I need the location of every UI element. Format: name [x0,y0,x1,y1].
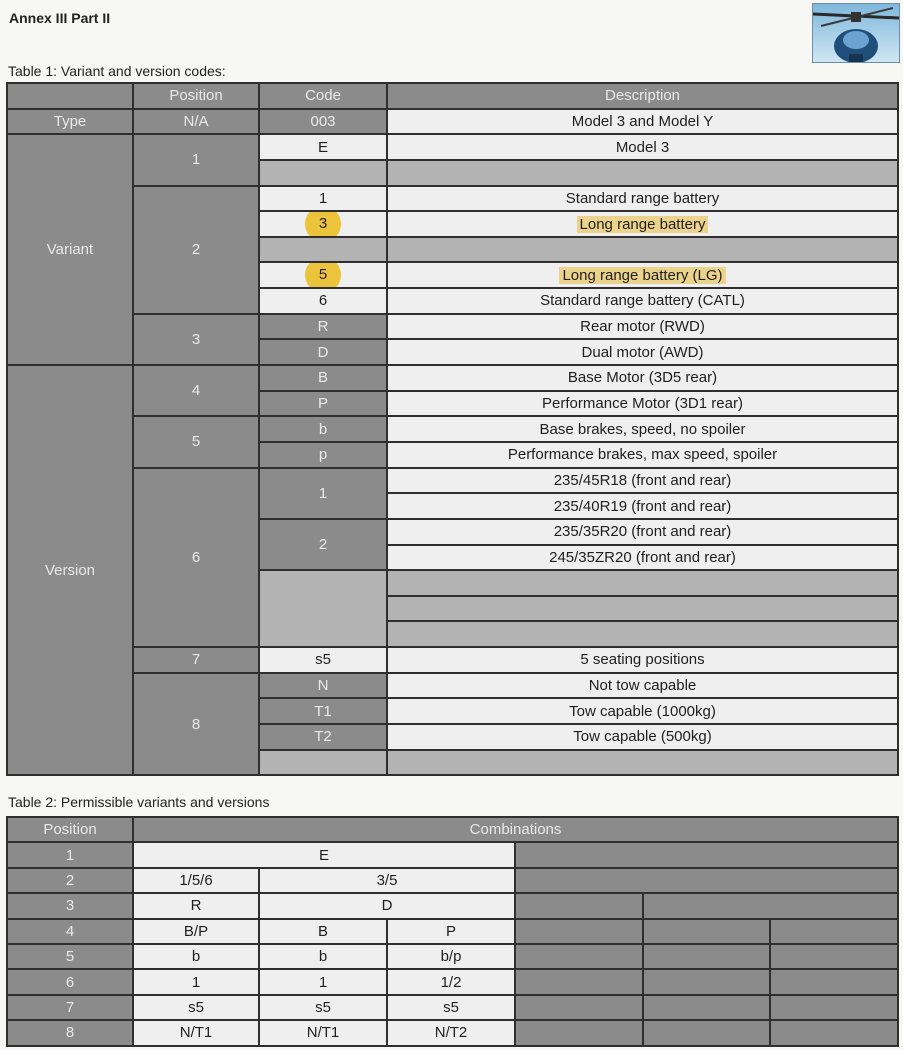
empty-cell [643,969,770,994]
combination-cell: P [387,919,515,944]
page-title: Annex III Part II [9,10,111,26]
header-cell: Position [7,817,133,842]
empty-cell [515,969,643,994]
highlight-marker: 3 [305,211,341,237]
table-row [7,1020,898,1045]
table-row [7,673,898,699]
table-row [7,868,898,893]
header-cell: Code [259,83,387,109]
empty-cell [515,893,643,918]
empty-cell [770,995,898,1020]
empty-cell [515,944,643,969]
table2-caption: Table 2: Permissible variants and versions [8,794,270,810]
position-cell: 2 [7,868,133,893]
empty-cell [643,1020,770,1045]
type-description: Model 3 and Model Y [387,109,898,135]
position-cell: 1 [133,134,259,185]
description-cell [387,237,898,263]
code-cell [259,262,387,288]
code-cell: 1 [259,186,387,212]
header-cell [7,83,133,109]
table-row [7,314,898,340]
description-cell: Tow capable (1000kg) [387,698,898,724]
table-header-row [7,83,898,109]
table-row [7,134,898,160]
combination-cell: s5 [133,995,259,1020]
code-cell: R [259,314,387,340]
combination-cell: B [259,919,387,944]
description-cell-empty [387,621,898,647]
description-cell: Model 3 [387,134,898,160]
position-cell: 8 [7,1020,133,1045]
code-cell: T2 [259,724,387,750]
combination-cell: b/p [387,944,515,969]
empty-cell [515,919,643,944]
empty-cell [643,919,770,944]
position-cell: 1 [7,842,133,867]
type-code: 003 [259,109,387,135]
table-row [7,842,898,867]
permissible-combinations-table [6,816,899,1047]
position-cell: 7 [7,995,133,1020]
description-cell: Tow capable (500kg) [387,724,898,750]
description-cell: Performance brakes, max speed, spoiler [387,442,898,468]
position-cell: 6 [133,468,259,647]
highlighted-text: Long range battery (LG) [559,267,725,284]
position-cell: 6 [7,969,133,994]
header-cell: Combinations [133,817,898,842]
type-label: Type [7,109,133,135]
table-header-row [7,817,898,842]
combination-cell: b [133,944,259,969]
combination-cell: N/T1 [259,1020,387,1045]
position-cell: 3 [7,893,133,918]
code-cell: D [259,339,387,365]
description-cell: 5 seating positions [387,647,898,673]
code-cell: N [259,673,387,699]
empty-cell [515,842,898,867]
combination-cell: D [259,893,515,918]
code-cell: 1 [259,468,387,519]
combination-cell: s5 [387,995,515,1020]
description-cell: Rear motor (RWD) [387,314,898,340]
version-group-label: Version [7,365,133,775]
helicopter-logo-icon [812,3,900,63]
code-cell: 2 [259,519,387,570]
description-cell: 235/40R19 (front and rear) [387,493,898,519]
position-cell: 2 [133,186,259,314]
code-cell: T1 [259,698,387,724]
table-row [7,995,898,1020]
position-cell: 5 [133,416,259,467]
code-cell: B [259,365,387,391]
empty-cell [643,944,770,969]
table-row [7,109,898,135]
code-cell: p [259,442,387,468]
variant-version-codes-table [6,82,899,776]
code-cell [259,160,387,186]
empty-cell [770,919,898,944]
position-cell: 5 [7,944,133,969]
combination-cell: 1 [133,969,259,994]
empty-cell [643,893,898,918]
combination-cell: R [133,893,259,918]
variant-group-label: Variant [7,134,133,365]
combination-cell: 3/5 [259,868,515,893]
empty-cell [770,944,898,969]
combination-cell: b [259,944,387,969]
highlighted-text: Long range battery [577,216,709,233]
description-cell [387,160,898,186]
empty-cell [770,969,898,994]
type-position: N/A [133,109,259,135]
description-cell-empty [387,750,898,776]
table-row [7,468,898,494]
header-cell: Position [133,83,259,109]
table-row [7,186,898,212]
combination-cell: 1 [259,969,387,994]
empty-cell [515,868,898,893]
code-cell-empty [259,570,387,647]
table-row [7,893,898,918]
table-row [7,365,898,391]
highlight-marker: 5 [305,262,341,288]
description-cell-empty [387,570,898,596]
code-cell: E [259,134,387,160]
position-cell: 4 [7,919,133,944]
position-cell: 7 [133,647,259,673]
table-row [7,969,898,994]
combination-cell: E [133,842,515,867]
combination-cell: s5 [259,995,387,1020]
table1-caption: Table 1: Variant and version codes: [8,63,226,79]
code-cell: 6 [259,288,387,314]
description-cell: Base Motor (3D5 rear) [387,365,898,391]
description-cell: Standard range battery (CATL) [387,288,898,314]
empty-cell [770,1020,898,1045]
description-cell: Standard range battery [387,186,898,212]
description-cell-empty [387,596,898,622]
description-cell: Base brakes, speed, no spoiler [387,416,898,442]
code-cell: s5 [259,647,387,673]
combination-cell: N/T2 [387,1020,515,1045]
combination-cell: 1/5/6 [133,868,259,893]
description-cell [387,211,898,237]
combination-cell: N/T1 [133,1020,259,1045]
code-cell: P [259,391,387,417]
header-cell: Description [387,83,898,109]
table-row [7,919,898,944]
table-row [7,647,898,673]
description-cell: Not tow capable [387,673,898,699]
table-row [7,944,898,969]
empty-cell [515,1020,643,1045]
empty-cell [515,995,643,1020]
description-cell: 245/35ZR20 (front and rear) [387,545,898,571]
description-cell: 235/45R18 (front and rear) [387,468,898,494]
position-cell: 3 [133,314,259,365]
empty-cell [643,995,770,1020]
code-cell-empty [259,750,387,776]
combination-cell: 1/2 [387,969,515,994]
table-row [7,416,898,442]
description-cell: Performance Motor (3D1 rear) [387,391,898,417]
description-cell [387,262,898,288]
position-cell: 8 [133,673,259,776]
code-cell [259,237,387,263]
combination-cell: B/P [133,919,259,944]
code-cell: b [259,416,387,442]
code-cell [259,211,387,237]
description-cell: 235/35R20 (front and rear) [387,519,898,545]
description-cell: Dual motor (AWD) [387,339,898,365]
position-cell: 4 [133,365,259,416]
